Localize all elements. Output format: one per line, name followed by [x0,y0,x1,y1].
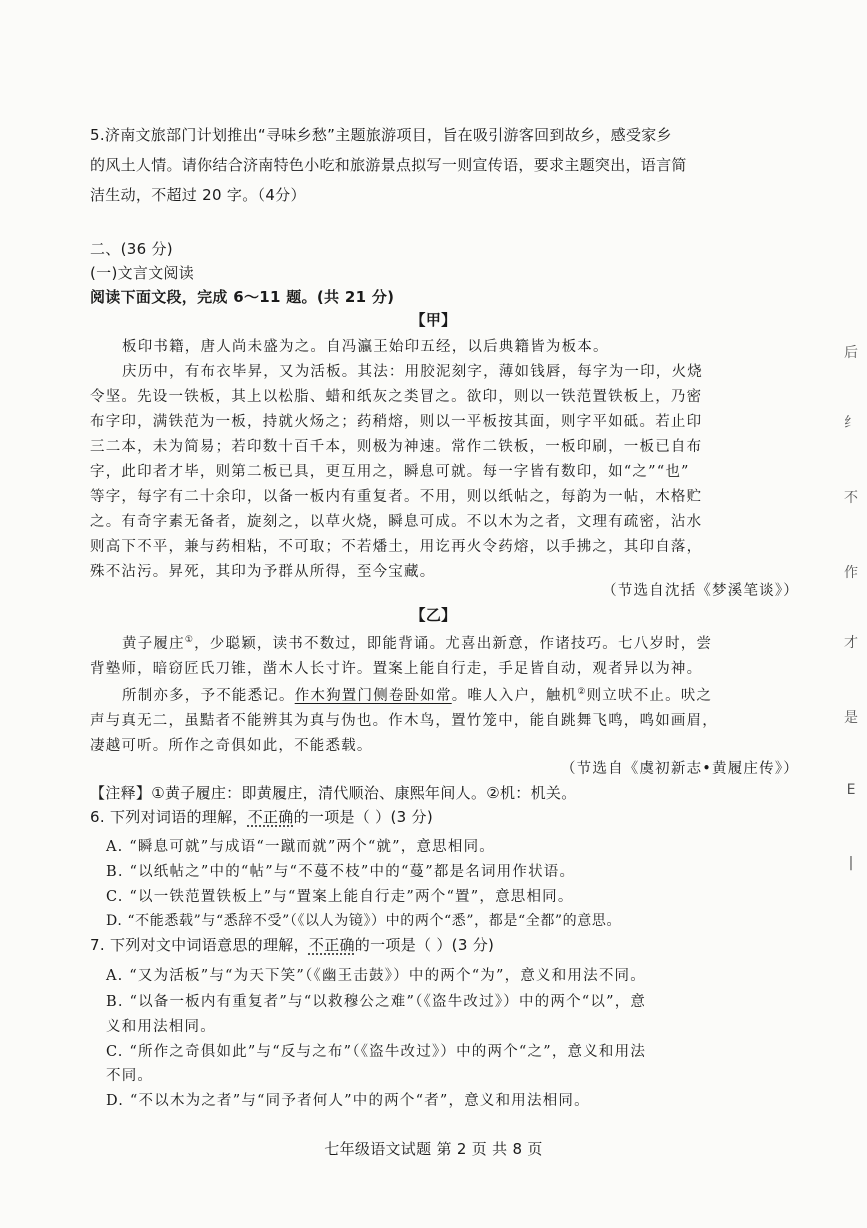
emphasis-dotted: 不正确 [308,936,355,954]
page-footer: 七年级语文试题 第 2 页 共 8 页 [324,1140,543,1158]
section-subheading: (一)文言文阅读 [90,264,195,282]
section-heading: 二、(36 分) [90,240,173,258]
question-7-option-c: C. “所作之奇俱如此”与“反与之布”（《盗牛改过》）中的两个“之”，意义和用法 [106,1044,647,1060]
question-6-option-b: B. “以纸帖之”中的“帖”与“不蔓不枝”中的“蔓”都是名词用作状语。 [106,864,576,880]
edge-mark: 是 [844,710,858,726]
question-7-option-d: D. “不以木为之者”与“同予者何人”中的两个“者”，意义和用法相同。 [106,1093,590,1109]
edge-mark: 作 [844,565,858,581]
passage-jia-line: 板印书籍，唐人尚未盛为之。自冯瀛王始印五经，以后典籍皆为板本。 [122,339,609,355]
underlined-sentence: 作木狗置门侧卷卧如常 [294,688,452,704]
emphasis-dotted: 不正确 [247,808,294,826]
annotation-note: 【注释】①黄子履庄：即黄履庄，清代顺治、康熙年间人。②机：机关。 [90,784,577,802]
passage-jia-line: 布字印，满铁范为一板，持就火炀之；药稍熔，则以一平板按其面，则字平如砥。若止印 [90,414,703,430]
passage-jia-line: 庆历中，有布衣毕昇，又为活板。其法：用胶泥刻字，薄如钱唇，每字为一印，火烧 [122,364,703,380]
passage-jia-title: 【甲】 [410,311,457,329]
passage-yi-line: 声与真无二，虽黠者不能辨其为真与伪也。作木鸟，置竹笼中，能自跳舞飞鸣，鸣如画眉， [90,713,718,729]
passage-jia-line: 三二本，未为简易；若印数十百千本，则极为神速。常作二铁板，一板印刷，一板已自布 [90,439,703,455]
passage-yi-title: 【乙】 [410,606,457,624]
passage-jia-line: 则高下不平，兼与药相粘，不可取；不若燔土，用讫再火令药熔，以手拂之，其印自落， [90,539,703,555]
reading-instruction: 阅读下面文段，完成 6～11 题。(共 21 分) [90,288,395,306]
passage-jia-source: （节选自沈括《梦溪笔谈》） [602,583,799,599]
question-7-option-c-cont: 不同。 [106,1068,154,1084]
passage-yi-line: 所制亦多，予不能悉记。作木狗置门侧卷卧如常。唯人入户，触机②则立吠不止。吠之 [122,687,713,704]
passage-jia-line: 殊不沾污。昇死，其印为予群从所得，至今宝藏。 [90,564,436,580]
passage-jia-line: 之。有奇字素无备者，旋刻之，以草火烧，瞬息可成。不以木为之者，文理有疏密，沾水 [90,514,703,530]
q5-line-2: 的风土人情。请你结合济南特色小吃和旅游景点拟写一则宣传语，要求主题突出，语言简 [90,156,687,174]
question-7-stem: 7. 下列对文中词语意思的理解，不正确的一项是（ ）(3 分) [90,936,495,954]
edge-mark: 后 [844,345,858,361]
question-6-option-a: A. “瞬息可就”与成语“一蹴而就”两个“就”，意思相同。 [106,839,495,855]
question-6-option-d: D. “不能悉载”与“悉辞不受”（《以人为镜》）中的两个“悉”，都是“全都”的意思。 [106,913,622,929]
passage-jia-line: 令坚。先设一铁板，其上以松脂、蜡和纸灰之类冒之。欲印，则以一铁范置铁板上，乃密 [90,389,703,405]
passage-yi-line: 黄子履庄①，少聪颖，读书不数过，即能背诵。尤喜出新意，作诸技巧。七八岁时，尝 [122,635,713,652]
q5-line-3: 洁生动，不超过 20 字。（4分） [90,186,306,204]
question-7-option-b: B. “以备一板内有重复者”与“以救穆公之难”（《盗牛改过》）中的两个“以”，意 [106,994,647,1010]
question-6-stem: 6. 下列对词语的理解，不正确的一项是（ ）(3 分) [90,808,433,826]
passage-jia-line: 字，此印者才毕，则第二板已具，更互用之，瞬息可就。每一字皆有数印，如“之”“也” [90,464,690,480]
footnote-marker-2: ② [577,687,587,698]
edge-mark: | [848,855,854,871]
q5-line-1: 5.济南文旅部门计划推出“寻味乡愁”主题旅游项目，旨在吸引游客回到故乡，感受家乡 [90,126,672,144]
question-6-option-c: C. “以一铁范置铁板上”与“置案上能自行走”两个“置”，意思相同。 [106,889,574,905]
passage-yi-line: 背塾师，暗窃匠氏刀锥，凿木人长寸许。置案上能自行走，手足皆自动，观者异以为神。 [90,661,703,677]
question-7-option-b-cont: 义和用法相同。 [106,1019,216,1035]
edge-mark: 才 [844,635,858,651]
passage-jia-line: 等字，每字有二十余印，以备一板内有重复者。不用，则以纸帖之，每韵为一帖，木格贮 [90,489,703,505]
edge-mark: 纟 [844,415,858,431]
edge-mark: 不 [844,490,858,506]
passage-yi-line: 凄越可听。所作之奇俱如此，不能悉载。 [90,738,373,754]
edge-mark: E [846,782,856,798]
footnote-marker-1: ① [184,635,195,646]
passage-yi-source: （节选自《虞初新志•黄履庄传》） [560,761,799,777]
question-7-option-a: A. “又为活板”与“为天下笑”（《幽王击鼓》）中的两个“为”，意义和用法不同。 [106,968,646,984]
